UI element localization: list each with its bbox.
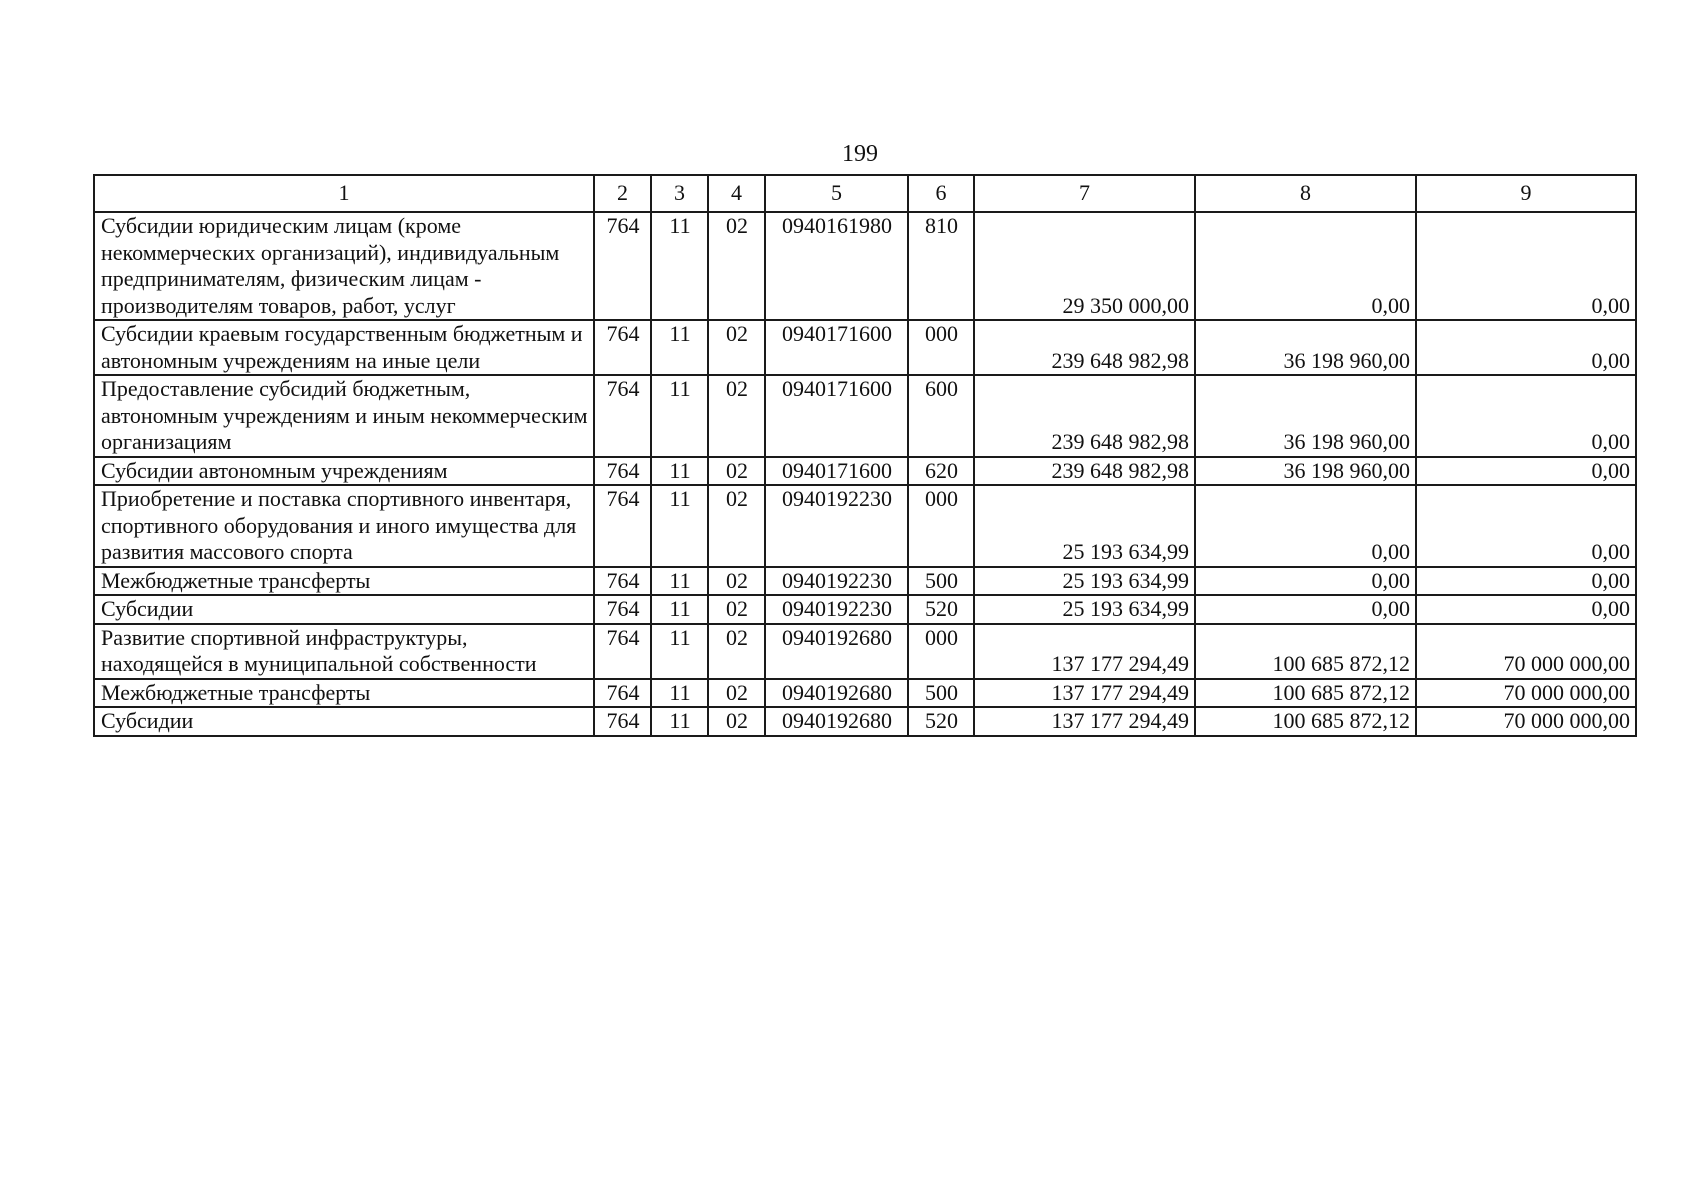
cell-amount-col9: 70 000 000,00: [1416, 679, 1636, 708]
cell-subsection: 02: [708, 595, 765, 624]
cell-ministry-code: 764: [594, 212, 651, 320]
cell-section: 11: [651, 320, 708, 375]
cell-target-code: 0940192680: [765, 707, 908, 736]
column-header-8: 8: [1195, 175, 1416, 212]
table-header-row: [94, 175, 1636, 212]
row-name: Развитие спортивной инфраструктуры, находящейся в муниципальной собственности: [94, 624, 594, 679]
cell-amount-col9: 70 000 000,00: [1416, 707, 1636, 736]
row-name: Приобретение и поставка спортивного инвентаря, спортивного оборудования и иного имущества для развития массового спорта: [94, 485, 594, 567]
row-name: Субсидии юридическим лицам (кроме некоммерческих организаций), индивидуальным предпринимателям, физическим лицам - производителям товаров, работ, услуг: [94, 212, 594, 320]
cell-amount-col9: 0,00: [1416, 567, 1636, 596]
table-row: [94, 595, 1636, 624]
column-header-6: 6: [908, 175, 974, 212]
cell-ministry-code: 764: [594, 320, 651, 375]
cell-amount-col8: 100 685 872,12: [1195, 624, 1416, 679]
cell-expense-type: 500: [908, 679, 974, 708]
cell-target-code: 0940192680: [765, 624, 908, 679]
cell-target-code: 0940192230: [765, 567, 908, 596]
cell-expense-type: 000: [908, 485, 974, 567]
cell-section: 11: [651, 707, 708, 736]
cell-amount-col8: 36 198 960,00: [1195, 457, 1416, 486]
cell-amount-col7: 137 177 294,49: [974, 679, 1195, 708]
row-name: Межбюджетные трансферты: [94, 567, 594, 596]
column-header-4: 4: [708, 175, 765, 212]
cell-subsection: 02: [708, 567, 765, 596]
cell-amount-col7: 239 648 982,98: [974, 320, 1195, 375]
cell-ministry-code: 764: [594, 707, 651, 736]
cell-section: 11: [651, 212, 708, 320]
page-number: 199: [842, 141, 878, 167]
cell-expense-type: 000: [908, 320, 974, 375]
cell-ministry-code: 764: [594, 375, 651, 457]
cell-amount-col7: 25 193 634,99: [974, 595, 1195, 624]
cell-amount-col8: 36 198 960,00: [1195, 320, 1416, 375]
cell-ministry-code: 764: [594, 595, 651, 624]
cell-amount-col9: 0,00: [1416, 320, 1636, 375]
column-header-1: 1: [94, 175, 594, 212]
row-name: Субсидии автономным учреждениям: [94, 457, 594, 486]
table-row: [94, 485, 1636, 567]
table-row: [94, 567, 1636, 596]
cell-amount-col9: 70 000 000,00: [1416, 624, 1636, 679]
cell-expense-type: 810: [908, 212, 974, 320]
column-header-2: 2: [594, 175, 651, 212]
cell-target-code: 0940192230: [765, 595, 908, 624]
cell-subsection: 02: [708, 212, 765, 320]
cell-amount-col8: 0,00: [1195, 595, 1416, 624]
cell-amount-col8: 100 685 872,12: [1195, 679, 1416, 708]
cell-subsection: 02: [708, 679, 765, 708]
cell-amount-col9: 0,00: [1416, 595, 1636, 624]
cell-expense-type: 620: [908, 457, 974, 486]
table-row: [94, 212, 1636, 320]
cell-amount-col7: 29 350 000,00: [974, 212, 1195, 320]
table-row: [94, 679, 1636, 708]
cell-section: 11: [651, 457, 708, 486]
table-row: [94, 624, 1636, 679]
cell-ministry-code: 764: [594, 485, 651, 567]
cell-ministry-code: 764: [594, 624, 651, 679]
cell-section: 11: [651, 595, 708, 624]
cell-target-code: 0940192230: [765, 485, 908, 567]
cell-amount-col7: 25 193 634,99: [974, 567, 1195, 596]
column-header-9: 9: [1416, 175, 1636, 212]
cell-amount-col9: 0,00: [1416, 457, 1636, 486]
cell-amount-col7: 137 177 294,49: [974, 624, 1195, 679]
cell-expense-type: 520: [908, 595, 974, 624]
cell-target-code: 0940171600: [765, 457, 908, 486]
cell-amount-col8: 0,00: [1195, 212, 1416, 320]
budget-table: [93, 174, 1637, 737]
cell-target-code: 0940161980: [765, 212, 908, 320]
cell-target-code: 0940192680: [765, 679, 908, 708]
row-name: Субсидии: [94, 595, 594, 624]
cell-subsection: 02: [708, 707, 765, 736]
cell-expense-type: 500: [908, 567, 974, 596]
cell-subsection: 02: [708, 375, 765, 457]
cell-section: 11: [651, 375, 708, 457]
column-header-7: 7: [974, 175, 1195, 212]
table-row: [94, 457, 1636, 486]
table-row: [94, 320, 1636, 375]
cell-target-code: 0940171600: [765, 320, 908, 375]
cell-amount-col7: 137 177 294,49: [974, 707, 1195, 736]
table-row: [94, 707, 1636, 736]
cell-amount-col8: 36 198 960,00: [1195, 375, 1416, 457]
row-name: Субсидии: [94, 707, 594, 736]
cell-expense-type: 600: [908, 375, 974, 457]
cell-amount-col8: 0,00: [1195, 567, 1416, 596]
cell-amount-col7: 25 193 634,99: [974, 485, 1195, 567]
cell-subsection: 02: [708, 485, 765, 567]
cell-ministry-code: 764: [594, 679, 651, 708]
cell-amount-col9: 0,00: [1416, 212, 1636, 320]
column-header-5: 5: [765, 175, 908, 212]
cell-section: 11: [651, 624, 708, 679]
cell-amount-col9: 0,00: [1416, 485, 1636, 567]
row-name: Межбюджетные трансферты: [94, 679, 594, 708]
cell-section: 11: [651, 485, 708, 567]
cell-amount-col8: 100 685 872,12: [1195, 707, 1416, 736]
cell-ministry-code: 764: [594, 457, 651, 486]
column-header-3: 3: [651, 175, 708, 212]
cell-amount-col7: 239 648 982,98: [974, 457, 1195, 486]
cell-expense-type: 520: [908, 707, 974, 736]
cell-subsection: 02: [708, 624, 765, 679]
cell-expense-type: 000: [908, 624, 974, 679]
cell-subsection: 02: [708, 320, 765, 375]
cell-section: 11: [651, 567, 708, 596]
cell-amount-col7: 239 648 982,98: [974, 375, 1195, 457]
row-name: Предоставление субсидий бюджетным, автономным учреждениям и иным некоммерческим организациям: [94, 375, 594, 457]
cell-ministry-code: 764: [594, 567, 651, 596]
cell-amount-col8: 0,00: [1195, 485, 1416, 567]
table-row: [94, 375, 1636, 457]
cell-section: 11: [651, 679, 708, 708]
cell-subsection: 02: [708, 457, 765, 486]
row-name: Субсидии краевым государственным бюджетным и автономным учреждениям на иные цели: [94, 320, 594, 375]
cell-amount-col9: 0,00: [1416, 375, 1636, 457]
cell-target-code: 0940171600: [765, 375, 908, 457]
